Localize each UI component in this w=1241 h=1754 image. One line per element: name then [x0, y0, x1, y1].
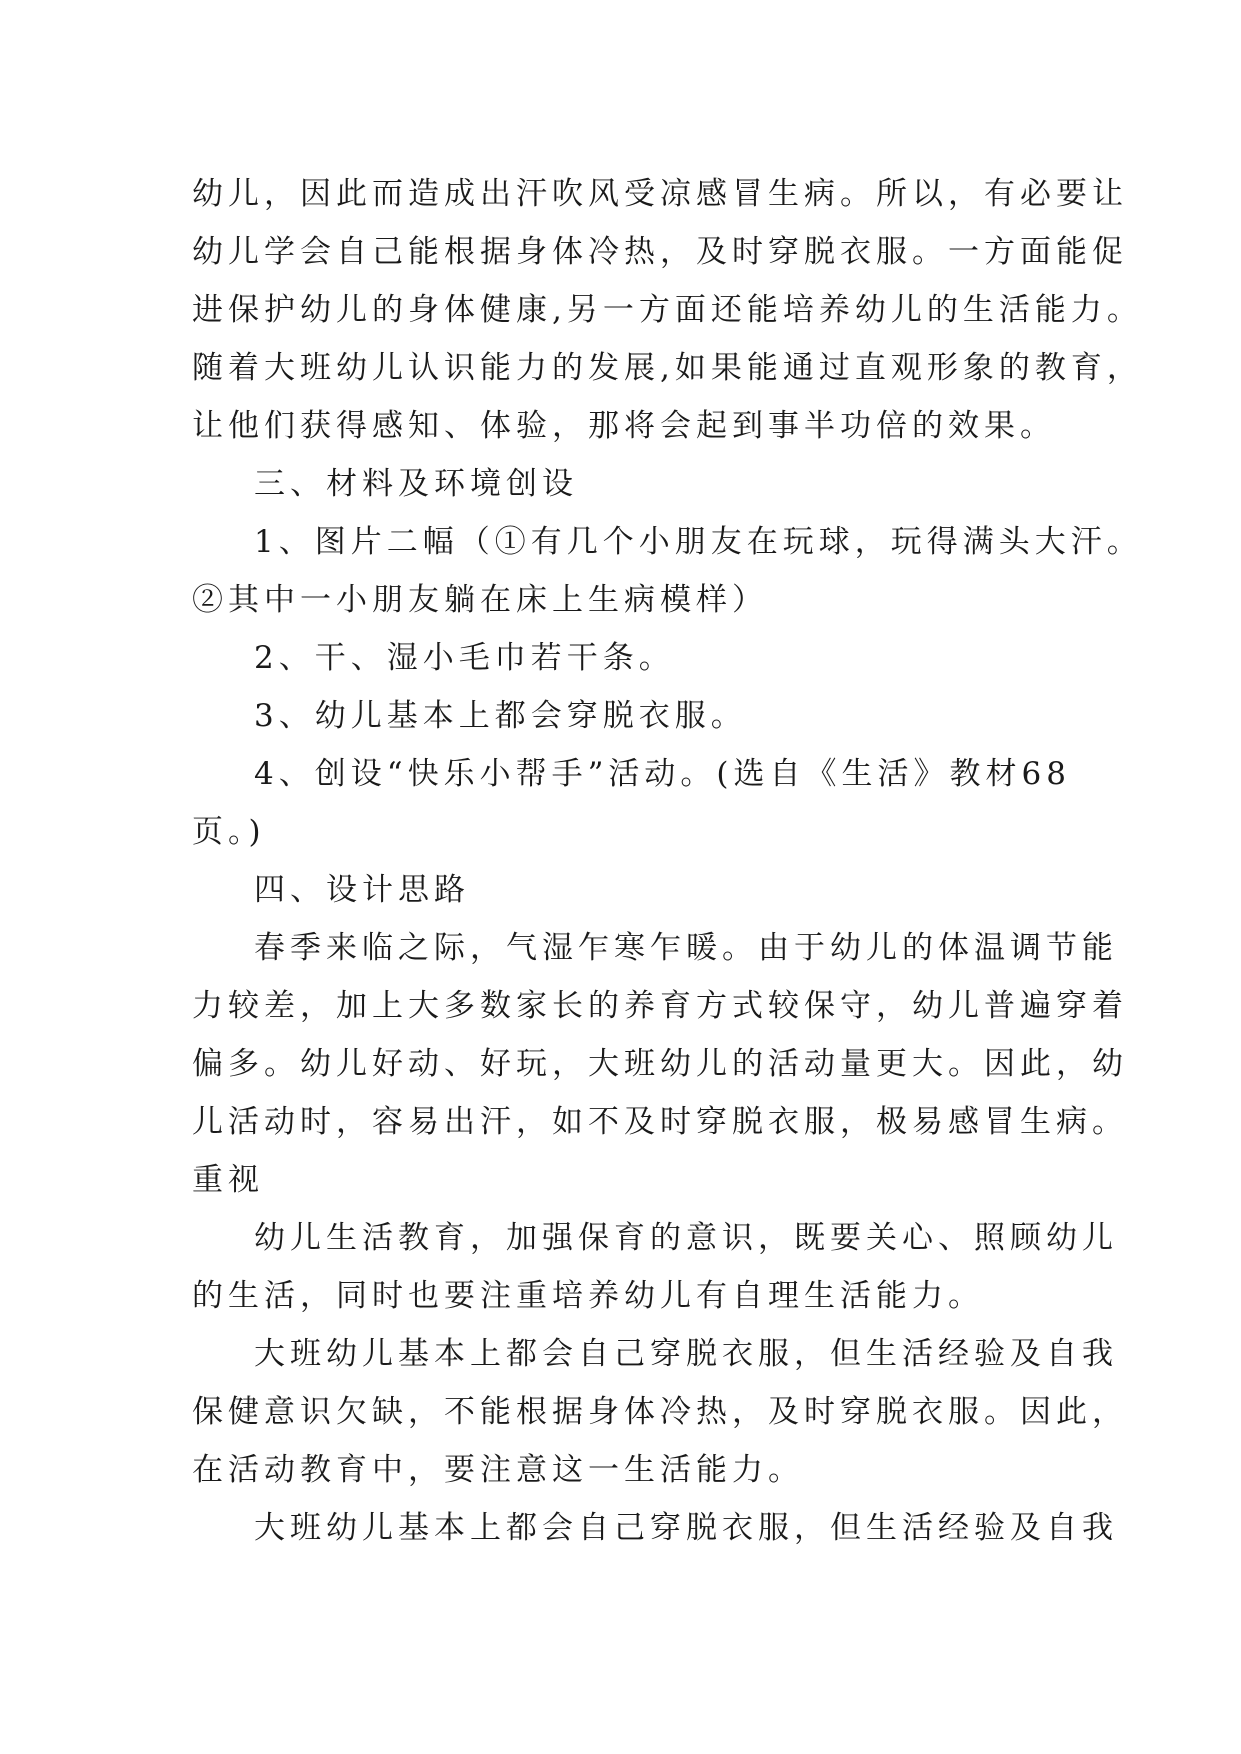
section-heading: 三、材料及环境创设	[254, 466, 578, 502]
text-line: 在活动教育中，要注意这一生活能力。	[192, 1452, 804, 1488]
text-line: 随着大班幼儿认识能力的发展,如果能通过直观形象的教育，	[192, 350, 1143, 386]
text-line: 让他们获得感知、体验，那将会起到事半功倍的效果。	[192, 408, 1056, 444]
text-line: 力较差，加上大多数家长的养育方式较保守，幼儿普遍穿着	[192, 988, 1128, 1024]
text-line: ②其中一小朋友躺在床上生病模样）	[192, 582, 768, 618]
text-line: 页。)	[192, 814, 266, 850]
text-line: 保健意识欠缺，不能根据身体冷热，及时穿脱衣服。因此，	[192, 1394, 1128, 1430]
paragraph-start: 春季来临之际，气湿乍寒乍暖。由于幼儿的体温调节能	[254, 930, 1118, 966]
text-line: 幼儿学会自己能根据身体冷热，及时穿脱衣服。一方面能促	[192, 234, 1128, 270]
text-line: 偏多。幼儿好动、好玩，大班幼儿的活动量更大。因此，幼	[192, 1046, 1128, 1082]
text-line: 进保护幼儿的身体健康,另一方面还能培养幼儿的生活能力。	[192, 292, 1143, 328]
text-line: 儿活动时，容易出汗，如不及时穿脱衣服，极易感冒生病。	[192, 1104, 1128, 1140]
paragraph-start: 大班幼儿基本上都会自己穿脱衣服，但生活经验及自我	[254, 1510, 1118, 1546]
text-line: 重视	[192, 1162, 264, 1198]
paragraph-start: 大班幼儿基本上都会自己穿脱衣服，但生活经验及自我	[254, 1336, 1118, 1372]
list-item: 2、干、湿小毛巾若干条。	[254, 640, 675, 676]
text-line: 幼儿，因此而造成出汗吹风受凉感冒生病。所以，有必要让	[192, 176, 1128, 212]
list-item: 4、创设“快乐小帮手”活动。(选自《生活》教材68	[254, 756, 1071, 792]
list-item: 1、图片二幅（①有几个小朋友在玩球，玩得满头大汗。	[254, 524, 1143, 560]
text-line: 的生活，同时也要注重培养幼儿有自理生活能力。	[192, 1278, 984, 1314]
list-item: 3、幼儿基本上都会穿脱衣服。	[254, 698, 747, 734]
section-heading: 四、设计思路	[254, 872, 470, 908]
paragraph-start: 幼儿生活教育，加强保育的意识，既要关心、照顾幼儿	[254, 1220, 1118, 1256]
